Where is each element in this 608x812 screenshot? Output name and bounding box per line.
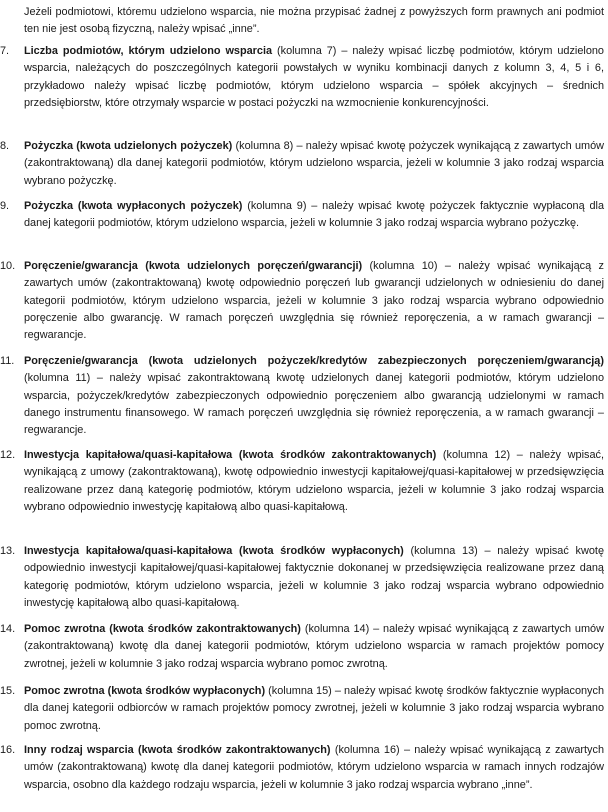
list-item: [0, 353, 604, 440]
item-number: 16.: [0, 744, 16, 756]
item-body: (kolumna 14) – należy wpisać wynikającą z zawartych umów (zakontraktowaną) kwotę dla danej kategorii podmiotów, którym udzielono wsparcia w ramach projektów pomocy zwrotnej, jeżeli w kolumnie 3 jako rodzaj wsparcia wybrano pomoc zwrotną.: [24, 623, 604, 670]
item-body: (kolumna 15) – należy wpisać kwotę środków faktycznie wypłaconych dla danej kategorii odbiorców w ramach projektów pomocy zwrotnej, jeżeli w kolumnie 3 jako rodzaj wsparcia wybrano pomoc zwrotną.: [24, 685, 604, 732]
item-title: Poręczenie/gwarancja (kwota udzielonych pożyczek/kredytów zabezpieczonych poręczeniem/gwarancją): [24, 355, 604, 367]
list-item: [0, 742, 604, 794]
item-body: (kolumna 9) – należy wpisać kwotę pożyczek faktycznie wypłaconą dla danej kategorii podmiotów, którym udzielono wsparcia, jeżeli w kolumnie 3 jako rodzaj wsparcia wybrano pożyczkę.: [24, 200, 604, 230]
item-body: (kolumna 8) – należy wpisać kwotę pożyczek wynikającą z zawartych umów (zakontraktowaną) dla danej kategorii podmiotów, którym udzielono wsparcia, jeżeli w kolumnie 3 jako rodzaj wsparcia wybrano pożyczkę.: [24, 140, 604, 187]
item-number: 10.: [0, 260, 16, 272]
item-title: Liczba podmiotów, którym udzielono wsparcia: [24, 45, 273, 57]
item-body: (kolumna 12) – należy wpisać, wynikającą z umowy (zakontraktowaną), kwotę odpowiednio inwestycji kapitałowej/quasi-kapitałowej w przedsięwzięcia realizowane przez daną kategorię podmiotów, którym udzielono wsparcia, jeżeli w kolumnie 3 jako rodzaj wsparcia wybrano odpowiednio inwestycję kapitałową albo quasi-kapitałową.: [24, 449, 604, 514]
item-title: Pożyczka (kwota udzielonych pożyczek): [24, 140, 233, 152]
item-title: Inwestycja kapitałowa/quasi-kapitałowa (kwota środków zakontraktowanych): [24, 449, 437, 461]
list-item: [0, 258, 604, 345]
list-item: [0, 543, 604, 612]
list-item: [0, 43, 604, 112]
item-body: (kolumna 13) – należy wpisać kwotę odpowiednio inwestycji kapitałowej/quasi-kapitałowej faktycznie dokonanej w przedsięwzięcia realizowane przez daną kategorię podmiotów, którym udzielono wsparcia, jeżeli w kolumnie 3 jako rodzaj wsparcia wybrano odpowiednio inwestycję kapitałową albo quasi-kapitałową.: [24, 545, 604, 610]
item-body: (kolumna 11) – należy wpisać zakontraktowaną kwotę udzielonych danej kategorii podmiotów, którym udzielono wsparcia, pożyczek/kredytów zabezpieczonych odpowiednio poręczeniem albo gwarancją udzielonymi w ramach danego instrumentu finansowego. W ramach poręczeń uwzględnia się również reporęczenia, a w ramach gwarancji – regwarancje.: [24, 372, 604, 437]
item-title: Inwestycja kapitałowa/quasi-kapitałowa (kwota środków wypłaconych): [24, 545, 404, 557]
item-number: 11.: [0, 355, 15, 367]
item-number: 14.: [0, 623, 16, 635]
intro-paragraph: Jeżeli podmiotowi, któremu udzielono wsparcia, nie można przypisać żadnej z powyższych form prawnych ani podmiot ten nie jest osobą fizyczną, należy wpisać „inne”.: [24, 6, 604, 36]
item-text: [24, 258, 604, 345]
item-number: 15.: [0, 685, 16, 697]
item-title: Inny rodzaj wsparcia (kwota środków zakontraktowanych): [24, 744, 331, 756]
item-body: (kolumna 16) – należy wpisać wynikającą z zawartych umów (zakontraktowaną) kwotę dla danej kategorii podmiotów, którym udzielono wsparcia w ramach innych rodzajów wsparcia, osobno dla każdego rodzaju wsparcia, jeżeli w kolumnie 3 jako rodzaj wsparcia wybrano „inne”.: [24, 744, 604, 791]
item-title: Pomoc zwrotna (kwota środków zakontraktowanych): [24, 623, 301, 635]
item-number: 9.: [0, 200, 10, 212]
item-body: (kolumna 7) – należy wpisać liczbę podmiotów, którym udzielono wsparcia, należących do poszczególnych kategorii powstałych w wyniku kombinacji danych z kolumn 3, 4, 5 i 6, przykładowo należy wpisać liczbę podmiotów, którym udzielono wsparcia – spółek akcyjnych – średnich przedsiębiorstw, które otrzymały wsparcie w postaci pożyczki na wzmocnienie konkurencyjności.: [24, 45, 604, 110]
item-number: 13.: [0, 545, 16, 557]
item-text: [24, 138, 604, 190]
item-number: 8.: [0, 140, 10, 152]
item-text: [24, 683, 604, 735]
item-text: [24, 198, 604, 233]
item-body: (kolumna 10) – należy wpisać wynikającą z zawartych umów (zakontraktowaną) kwotę odpowiednio poręczeń lub gwarancji udzielonych w odniesieniu do danej kategorii podmiotów, którym udzielono wsparcia, jeżeli w kolumnie 3 jako rodzaj wsparcia wybrano odpowiednio poręczenie albo gwarancję. W ramach poręczeń uwzględnia się również reporęczenia, a w ramach gwarancji – regwarancje.: [24, 260, 604, 342]
item-text: [24, 543, 604, 612]
item-text: [24, 447, 604, 516]
item-title: Poręczenie/gwarancja (kwota udzielonych poręczeń/gwarancji): [24, 260, 363, 272]
list-item: [0, 447, 604, 516]
item-number: 7.: [0, 45, 10, 57]
item-text: [24, 621, 604, 673]
list-item: [0, 683, 604, 735]
list-item: [0, 621, 604, 673]
list-item: [0, 138, 604, 190]
list-item: [0, 198, 604, 233]
item-title: Pożyczka (kwota wypłaconych pożyczek): [24, 200, 243, 212]
item-text: [24, 353, 604, 440]
item-text: [24, 742, 604, 794]
item-number: 12.: [0, 449, 16, 461]
item-text: [24, 43, 604, 112]
item-title: Pomoc zwrotna (kwota środków wypłaconych): [24, 685, 266, 697]
